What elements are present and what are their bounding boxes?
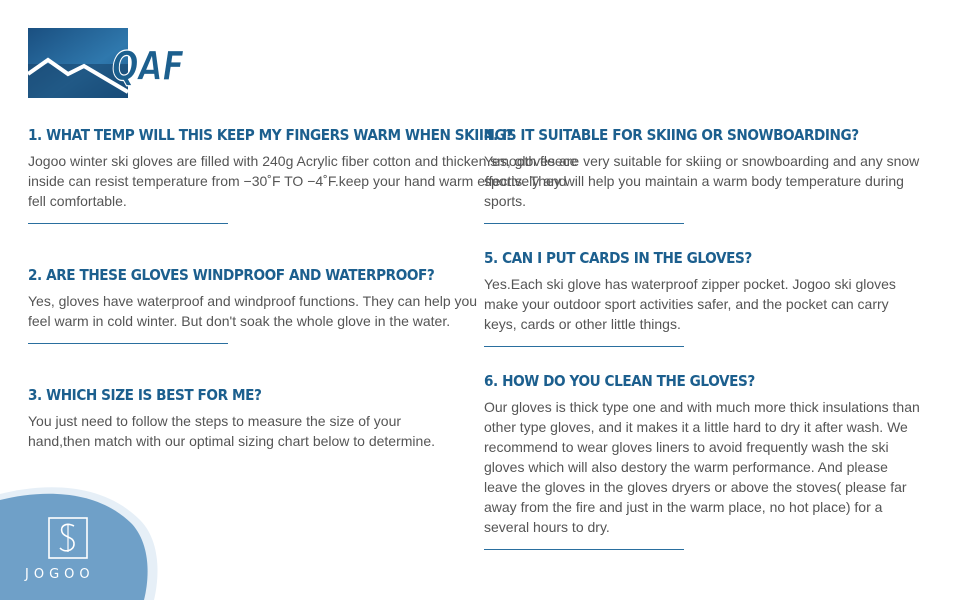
divider: [484, 223, 684, 224]
faq-item-4: [484, 124, 920, 224]
divider: [28, 343, 228, 344]
faq-answer-5: Yes.Each ski glove has waterproof zipper pocket. Jogoo ski gloves make your outdoor sport activities safer, and the pocket can carry keys, cards or other little things.: [484, 276, 896, 332]
faq-question-4: 4. IS IT SUITABLE FOR SKIING OR SNOWBOARDING?: [484, 126, 859, 144]
qaf-logo: [28, 28, 184, 98]
faq-question-5: 5. CAN I PUT CARDS IN THE GLOVES?: [484, 249, 752, 267]
logo-text: QAF: [112, 44, 184, 90]
faq-answer-3: You just need to follow the steps to measure the size of your hand,then match with our optimal sizing chart below to determine.: [28, 413, 435, 449]
faq-question-1: 1. WHAT TEMP WILL THIS KEEP MY FINGERS WARM WHEN SKIING?: [28, 126, 513, 144]
brand-name: JOGOO: [25, 567, 95, 582]
brand-corner-shape: [0, 480, 160, 600]
faq-question-6: 6. HOW DO YOU CLEAN THE GLOVES?: [484, 372, 755, 390]
faq-item-5: [484, 247, 920, 347]
faq-answer-6: Our gloves is thick type one and with much more thick insulations than other type gloves, and it makes it a little hard to dry it after wash. We recommend to wear gloves liners to avoid frequently wash the ski gloves which will also destory the warm performance. And please leave the gloves in the gloves dryers or above the stoves( please far away from the fire and just in the warm place, no hot place) for a several hours to dry.: [484, 399, 920, 535]
divider: [484, 549, 684, 550]
divider: [484, 346, 684, 347]
faq-answer-2: Yes, gloves have waterproof and windproof functions. They can help you feel warm in cold winter. But don't soak the whole glove in the water.: [28, 293, 478, 329]
faq-answer-1: Jogoo winter ski gloves are filled with 240g Acrylic fiber cotton and thicken smooth fleece inside can resist temperature from −30˚F TO −4˚F.keep your hand warm effectively and fell comfortable.: [28, 153, 578, 209]
faq-item-2: [28, 264, 490, 344]
faq-item-3: [28, 384, 464, 451]
divider: [28, 223, 228, 224]
faq-question-2: 2. ARE THESE GLOVES WINDPROOF AND WATERPROOF?: [28, 266, 435, 284]
faq-answer-4: Yes, gloves are very suitable for skiing or snowboarding and any snow sports. They will help you maintain a warm body temperature during sports.: [484, 153, 920, 209]
faq-item-6: [484, 370, 920, 550]
faq-question-3: 3. WHICH SIZE IS BEST FOR ME?: [28, 386, 262, 404]
